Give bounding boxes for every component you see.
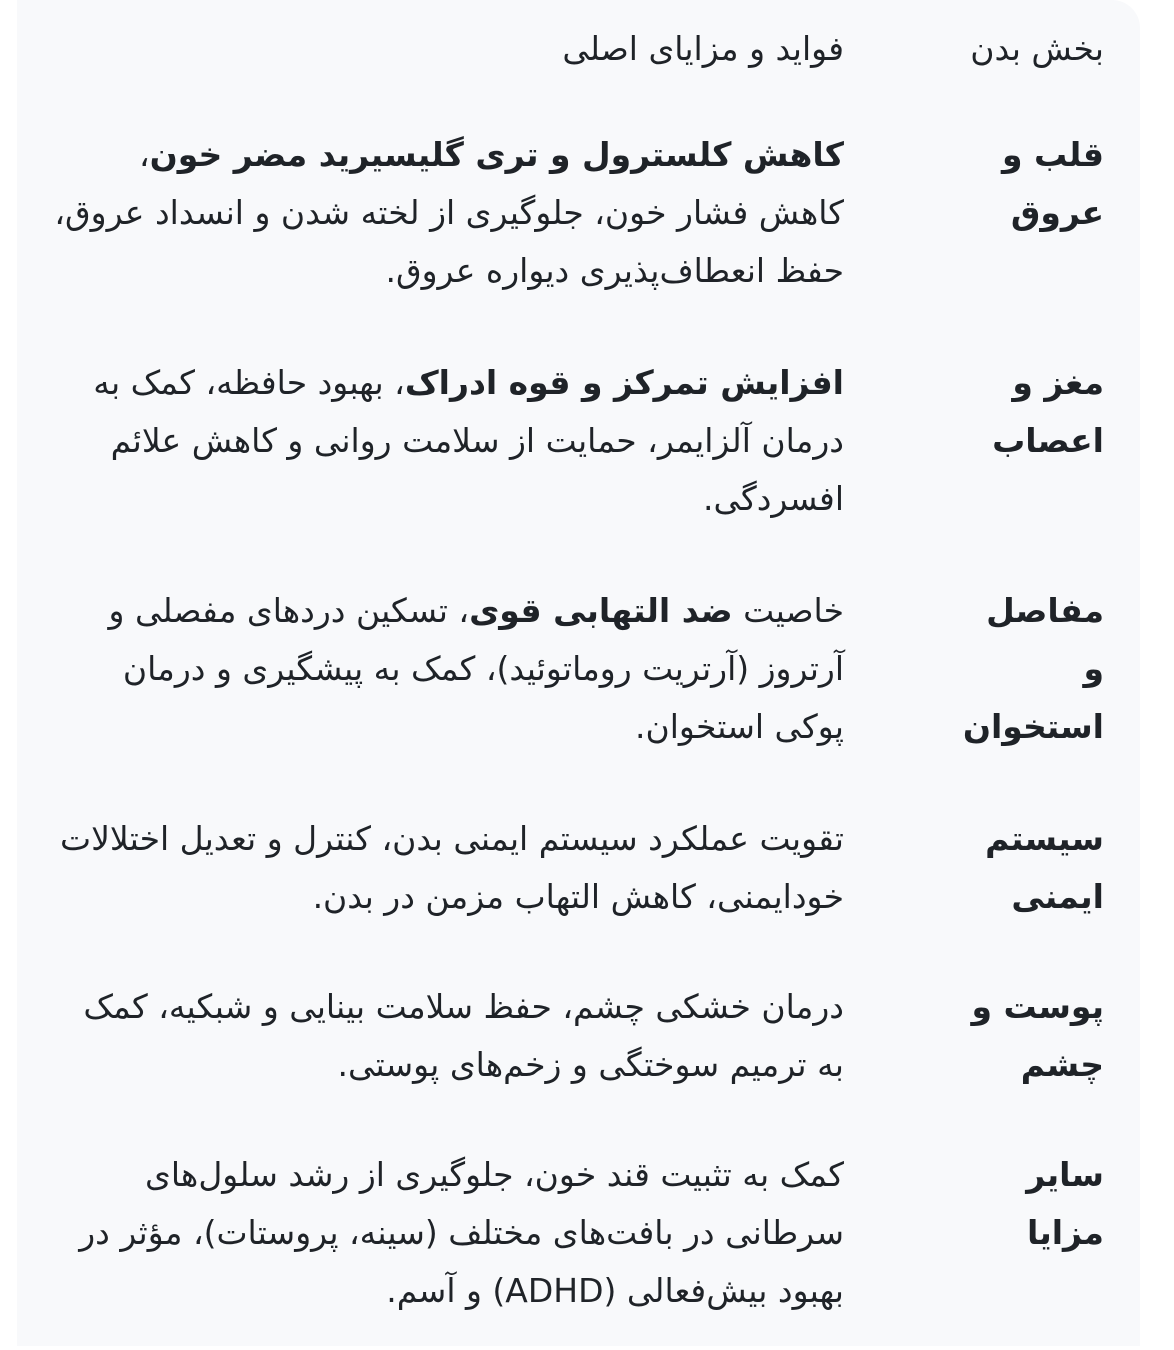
benefit-highlight: ضد التهابی قوی xyxy=(469,591,733,630)
row-benefits xyxy=(54,354,844,528)
table-row xyxy=(44,978,1104,1094)
table-row xyxy=(44,582,1104,756)
benefit-text: ، کاهش فشار خون، جلوگیری از لخته شدن و انسداد عروق، حفظ انعطاف‌پذیری دیواره عروق. xyxy=(54,135,844,290)
benefits-table-card xyxy=(17,0,1140,1346)
row-body-part: سایر مزایا xyxy=(1026,1155,1104,1252)
row-benefits: درمان خشکی چشم، حفظ سلامت بینایی و شبکیه، کمک به ترمیم سوختگی و زخم‌های پوستی. xyxy=(83,987,844,1084)
row-body-part: مغز و اعصاب xyxy=(992,363,1104,460)
row-body-part: سیستم ایمنی xyxy=(985,819,1104,916)
header-benefits: فواید و مزایای اصلی xyxy=(562,29,844,68)
benefit-text: ، تسکین دردهای مفصلی و آرتروز (آرتریت روماتوئید)، کمک به پیشگیری و درمان پوکی استخوان. xyxy=(108,591,844,746)
header-body-part: بخش بدن xyxy=(970,29,1104,68)
row-benefits: کمک به تثبیت قند خون، جلوگیری از رشد سلول‌های سرطانی در بافت‌های مختلف (سینه، پروستات)، مؤثر در بهبود بیش‌فعالی (ADHD) و آسم. xyxy=(79,1155,844,1310)
table-row xyxy=(44,810,1104,926)
table-row xyxy=(44,1146,1104,1320)
benefit-highlight: کاهش کلسترول و تری گلیسیرید مضر خون xyxy=(149,135,844,174)
row-benefits xyxy=(54,582,844,756)
table-row xyxy=(44,354,1104,528)
table-row xyxy=(44,126,1104,300)
row-body-part: مفاصل و استخوان xyxy=(962,591,1104,746)
benefit-text-prefix: خاصیت xyxy=(732,591,844,630)
row-body-part: قلب و عروق xyxy=(1001,135,1104,232)
row-benefits: تقویت عملکرد سیستم ایمنی بدن، کنترل و تعدیل اختلالات خودایمنی، کاهش التهاب مزمن در بدن. xyxy=(60,819,844,916)
row-benefits xyxy=(54,126,844,300)
benefit-highlight: افزایش تمرکز و قوه ادراک xyxy=(404,363,844,402)
benefit-text: ، بهبود حافظه، کمک به درمان آلزایمر، حمایت از سلامت روانی و کاهش علائم افسردگی. xyxy=(93,363,844,518)
row-body-part: پوست و چشم xyxy=(971,987,1104,1084)
table-header-row xyxy=(44,20,1104,78)
